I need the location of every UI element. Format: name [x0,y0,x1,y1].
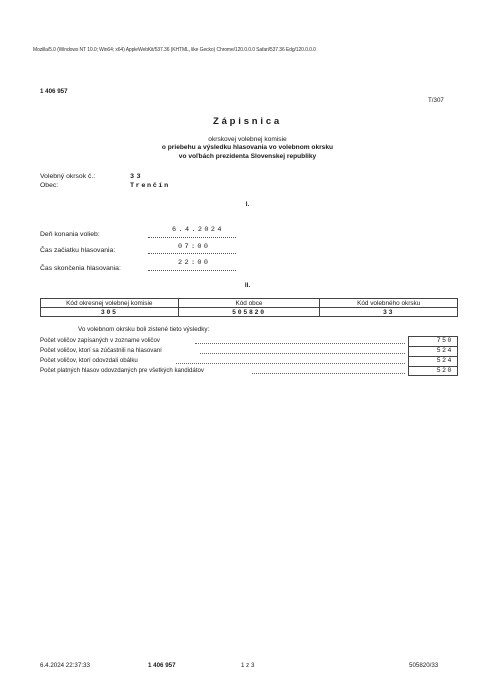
results-list [40,336,458,376]
results-row-value: 524 [408,346,458,356]
end-time-dotted-line [148,270,236,271]
subtitle-line-2: o priebehu a výsledku hlasovania vo volebnom okrsku [161,144,334,152]
results-row-label: Počet voličov zapísaných v zozname voličov [40,337,160,344]
subtitle-line-1: okrskovej volebnej komisie [208,136,287,143]
codes-value-commission: 305 [41,308,179,317]
results-row-label: Počet voličov, ktorí odovzdali obálku [40,357,138,364]
results-row-dots [176,363,405,364]
footer-timestamp: 6.4.2024 22:37:33 [40,662,90,669]
start-time-dotted-line [148,253,236,254]
footer-reference: 505820/33 [409,662,439,669]
codes-value-row [41,308,458,317]
obec-label: Obec: [40,182,59,189]
section-one-heading: I. [245,201,250,208]
form-code: T/307 [428,97,444,104]
results-row [40,356,458,366]
section-two-heading: II. [244,282,251,289]
codes-value-municipality: 505820 [178,308,320,317]
results-row-dots [195,343,405,344]
codes-value-district: 33 [320,308,458,317]
footer-page-number: 1 z 3 [241,662,255,669]
results-row [40,336,458,346]
subtitle-line-3: vo voľbách prezidenta Slovenskej republiky [178,152,317,160]
results-row [40,366,458,376]
codes-header-row [41,299,458,308]
date-label: Deň konania volieb: [40,231,100,238]
okrsok-value: 33 [130,173,143,181]
start-time-label: Čas začiatku hlasovania: [40,247,116,254]
results-row-dots [200,353,405,354]
results-row [40,346,458,356]
footer-document-number: 1 406 957 [148,662,176,669]
browser-user-agent: Mozilla/5.0 (Windows NT 10.0; Win64; x64) AppleWebKit/537.36 (KHTML, like Gecko) Chrome/120.0.0.0 Safari/537.36 Edg/120.0.0.0 [33,47,316,53]
subtitle-block [0,136,495,161]
results-intro: Vo volebnom okrsku boli zistené tieto výsledky: [78,326,210,333]
results-row-label: Počet voličov, ktorí sa zúčastnili na hlasovaní [40,347,162,354]
document-title: Zápisnica [212,116,283,127]
codes-header-district: Kód volebného okrsku [320,299,458,308]
title-block [0,116,495,127]
document-number: 1 406 957 [40,88,68,95]
results-row-dots [252,373,405,374]
end-time-value: 22:00 [178,259,211,267]
results-row-value: 750 [408,336,458,346]
okrsok-label: Volebný okrsok č.: [40,173,96,180]
start-time-value: 07:00 [178,243,211,251]
date-value: 6.4.2024 [172,226,224,234]
results-row-value: 524 [408,356,458,366]
codes-table [40,298,458,317]
date-dotted-line [148,237,236,238]
codes-header-municipality: Kód obce [178,299,320,308]
results-row-label: Počet platných hlasov odovzdaných pre všetkých kandidátov [40,367,204,374]
results-row-value: 520 [408,366,458,376]
obec-value: Trenčín [130,182,170,190]
end-time-label: Čas skončenia hlasovania: [40,265,121,272]
codes-header-commission: Kód okresnej volebnej komisie [41,299,179,308]
